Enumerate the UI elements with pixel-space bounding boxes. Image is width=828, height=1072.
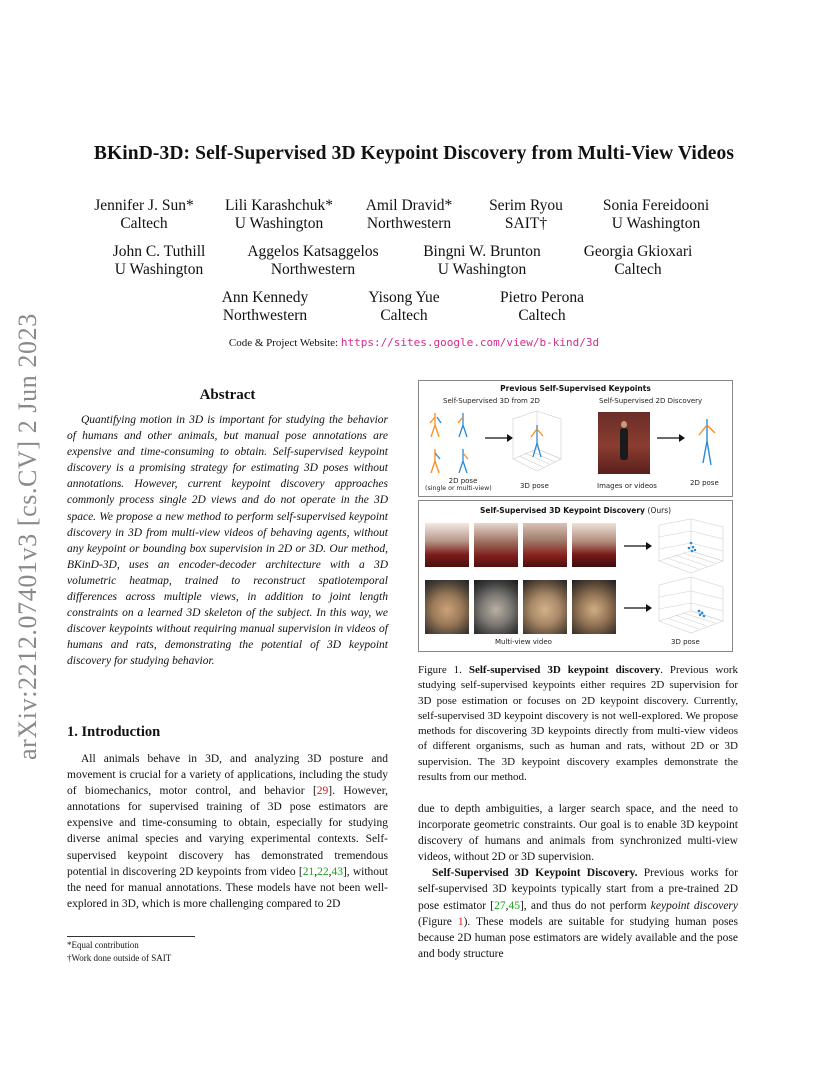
- author-block: [240, 243, 386, 279]
- right-paragraph-2: Self-Supervised 3D Keypoint Discovery. Previous works for self-supervised 3D keypoints typically start from a pre-trained 2D pose estimator [27,45], and thus do not perform keypoint discovery (Figure 1). These models are suitable for studying human poses because 2D human pose estimators are widely available and the pose and body structure: [418, 867, 738, 960]
- author-block: [576, 243, 700, 279]
- author-block: [222, 197, 336, 233]
- author-affiliation: Caltech: [380, 307, 428, 324]
- author-affiliation: U Washington: [234, 215, 324, 232]
- person-photo: [598, 412, 650, 474]
- author-block: [484, 197, 568, 233]
- author-name: Bingni W. Brunton: [423, 243, 541, 260]
- author-block: [414, 243, 550, 279]
- label-2d-pose: 2D pose: [448, 477, 478, 485]
- caption-prefix: Figure 1.: [418, 664, 462, 676]
- author-name: Serim Ryou: [489, 197, 563, 214]
- figure-previous-box: [418, 380, 733, 497]
- author-affiliation: Caltech: [518, 307, 566, 324]
- human-video-frame: [425, 523, 469, 567]
- pose-3d-plot: [511, 409, 563, 475]
- arrow-icon: [624, 541, 652, 551]
- project-website-line: [0, 336, 828, 349]
- author-name: Aggelos Katsaggelos: [247, 243, 379, 260]
- author-name: John C. Tuthill: [112, 243, 206, 260]
- author-affiliation: Northwestern: [222, 307, 308, 324]
- figure-ours-box: [418, 500, 733, 652]
- website-link[interactable]: https://sites.google.com/view/b-kind/3d: [340, 336, 600, 349]
- author-name: Lili Karashchuk*: [224, 197, 334, 214]
- author-block: [212, 289, 318, 325]
- skeleton-2d-icons: [425, 409, 485, 479]
- citation-link[interactable]: 21: [302, 865, 315, 878]
- author-affiliation: Caltech: [614, 261, 662, 278]
- arxiv-side-stamp: [9, 305, 47, 760]
- arxiv-identifier: arXiv:2212.07401v3 [cs.CV] 2 Jun 2023: [13, 313, 42, 760]
- keypoint-3d-plot-rat: [655, 575, 727, 637]
- website-label: Code & Project Website:: [228, 337, 339, 349]
- figure-top-title: Previous Self-Supervised Keypoints: [500, 384, 651, 393]
- footnotes: [67, 939, 171, 964]
- author-name: Jennifer J. Sun*: [94, 197, 194, 214]
- rat-video-frame: [523, 580, 567, 634]
- author-name: Georgia Gkioxari: [583, 243, 693, 260]
- label-3d-pose: 3D pose: [520, 482, 549, 490]
- label-images-or-videos: Images or videos: [597, 482, 657, 490]
- citation-link[interactable]: 43: [331, 865, 343, 878]
- intro-paragraph: All animals behave in 3D, and analyzing 3D posture and movement is crucial for a variety of applications, including the study of biomechanics, motor control, and behavior [29]. However, annotations for supervised training of 3D pose estimators are expensive and time-consuming to obtain, especially for studying diverse animal species and varying experimental contexts. Self-supervised keypoint discovery has demonstrated tremendous potential in discovering 2D keypoints from video [21,22,43], without the need for manual annotations. These models have not been well-explored in 3D, which is more challenging compared to 2D: [67, 753, 388, 910]
- figure-left-subtitle: Self-Supervised 3D from 2D: [443, 397, 540, 405]
- intro-text: ]. However, annotations for supervised training of 3D pose estimators are expensive and time-consuming to obtain, especially for studying diverse animal species and varying experimental contexts. Self-supervised keypoint discovery has demonstrated tremendous potential in discovering 2D keypoints from video [: [67, 785, 388, 878]
- right-text: ). These models are suitable for studying human poses because 2D human pose estimators are widely available and the pose and body structure: [418, 915, 738, 960]
- figure-reference-link[interactable]: 1: [457, 915, 464, 928]
- section-heading-introduction: 1. Introduction: [67, 724, 161, 740]
- caption-text: . Previous work studying self-supervised keypoints either requires 2D supervision for 3D pose estimation or focuses on 2D keypoint discovery. Currently, self-supervised 3D keypoint discovery is not well-explored. We propose methods for discovering 3D keypoints directly from multi-view videos of different organisms, such as human and rats, without 2D or 3D supervision. The 3D keypoint discovery examples demonstrate the results from our method.: [418, 664, 738, 784]
- rat-video-frame: [425, 580, 469, 634]
- intro-text: ], without the need for manual annotations. These models have not been well-explored in 3D, which is more challenging compared to 2D: [67, 865, 388, 910]
- arrow-icon: [485, 433, 513, 443]
- caption-bold: Self-supervised 3D keypoint discovery: [468, 664, 661, 676]
- figure-bottom-title-main: Self-Supervised 3D Keypoint Discovery: [479, 506, 645, 515]
- author-affiliation: U Washington: [611, 215, 701, 232]
- emphasis-text: keypoint discovery: [650, 899, 738, 912]
- footnote-divider: [67, 936, 195, 937]
- author-affiliation: U Washington: [437, 261, 527, 278]
- author-name: Ann Kennedy: [221, 289, 309, 306]
- human-video-frame: [523, 523, 567, 567]
- figure-1-caption: [418, 663, 738, 785]
- citation-link[interactable]: 45: [508, 899, 520, 912]
- author-name: Pietro Perona: [500, 289, 584, 306]
- author-block: [596, 197, 716, 233]
- author-block: [92, 197, 196, 233]
- figure-right-subtitle: Self-Supervised 2D Discovery: [599, 397, 703, 405]
- figure-1: [418, 380, 733, 652]
- author-block: [360, 197, 458, 233]
- right-paragraph-1: due to depth ambiguities, a larger search space, and the need to incorporate geometric constraints. Our goal is to enable 3D keypoint discovery of humans and animals from synchronized multi-view videos, without 2D or 3D supervision.: [418, 803, 738, 864]
- figure-bottom-title-suffix: (Ours): [647, 506, 672, 515]
- human-video-frame: [474, 523, 518, 567]
- arrow-icon: [624, 603, 652, 613]
- author-name: Amil Dravid*: [365, 197, 453, 214]
- human-video-frame: [572, 523, 616, 567]
- right-text: (Figure: [418, 915, 458, 928]
- author-affiliation: Northwestern: [366, 215, 452, 232]
- abstract-text: Quantifying motion in 3D is important for studying the behavior of humans and other animals, but manual pose annotations are expensive and time-consuming to obtain. Self-supervised keypoint discovery is a promising strategy for estimating 3D poses without annotations. However, current keypoint discovery approaches commonly process single 2D views and do not operate in the 3D space. We propose a new method to perform self-supervised keypoint discovery in 3D from multi-view videos of behaving agents, without any keypoint or bounding box supervision in 2D or 3D. Our method, BKinD-3D, uses an encoder-decoder architecture with a 3D volumetric heatmap, trained to reconstruct spatiotemporal differences across multiple views, in addition to joint length constraints on a learned 3D skeleton of the subject. In this way, we discover keypoints without requiring manual supervision in videos of humans and rats, demonstrating the potential of 3D keypoint discovery for studying behavior.: [67, 414, 388, 668]
- author-name: Sonia Fereidooni: [602, 197, 710, 214]
- author-name: Yisong Yue: [368, 289, 440, 306]
- paper-title: BKinD-3D: Self-Supervised 3D Keypoint Discovery from Multi-View Videos: [93, 143, 735, 164]
- keypoint-3d-plot-human: [655, 517, 727, 577]
- rat-video-frame: [572, 580, 616, 634]
- right-column-body: [418, 801, 738, 962]
- author-affiliation: Caltech: [120, 215, 168, 232]
- arrow-icon: [657, 433, 685, 443]
- citation-link[interactable]: 22: [317, 865, 329, 878]
- abstract-heading: Abstract: [199, 387, 256, 403]
- footnote-equal-contribution: *Equal contribution: [67, 940, 139, 950]
- figure-bottom-title: [419, 506, 732, 515]
- label-2d-pose-right: 2D pose: [690, 479, 719, 487]
- right-text: ], and thus do not perform: [519, 899, 651, 912]
- label-multi-view-video: Multi-view video: [495, 638, 552, 646]
- intro-text: All animals behave in 3D, and analyzing 3D posture and movement is crucial for a variety of applications, including the study of biomechanics, motor control, and behavior [: [67, 753, 388, 798]
- right-text: Previous works for self-supervised 3D keypoints typically start from a pre-trained 2D pose estimator [: [418, 867, 738, 912]
- skeleton-2d-output: [689, 415, 723, 475]
- label-2d-pose-sub: (single or multi-view): [425, 485, 492, 492]
- author-block: [492, 289, 592, 325]
- rat-video-frame: [474, 580, 518, 634]
- label-3d-pose-bottom: 3D pose: [671, 638, 700, 646]
- paragraph-heading: Self-Supervised 3D Keypoint Discovery.: [432, 867, 638, 880]
- author-affiliation: U Washington: [114, 261, 204, 278]
- author-affiliation: SAIT†: [504, 215, 548, 232]
- author-affiliation: Northwestern: [270, 261, 356, 278]
- footnote-sait: †Work done outside of SAIT: [67, 952, 172, 963]
- author-block: [360, 289, 448, 325]
- citation-link[interactable]: 27: [494, 899, 506, 912]
- citation-link[interactable]: 29: [316, 785, 329, 798]
- author-block: [104, 243, 214, 279]
